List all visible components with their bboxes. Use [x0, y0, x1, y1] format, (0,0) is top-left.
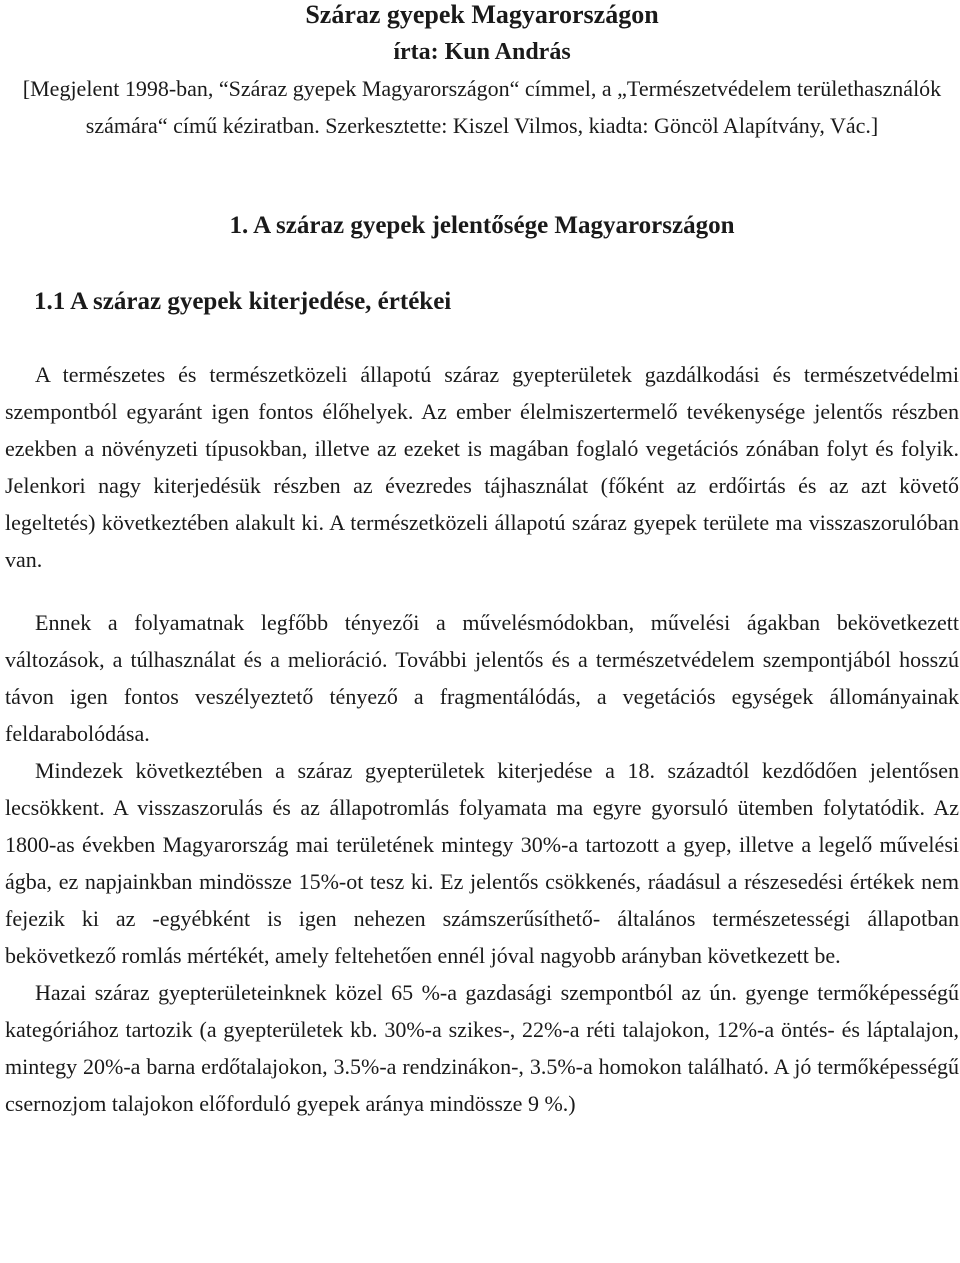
author-line: írta: Kun András	[393, 39, 571, 65]
document-page	[5, 0, 959, 1122]
publication-note: [Megjelent 1998-ban, “Száraz gyepek Magyarországon“ címmel, a „Természetvédelem területhasználók számára“ című kéziratban. Szerkesztette: Kiszel Vilmos, kiadta: Göncöl Alapítvány, Vác.]	[22, 76, 942, 138]
paragraph: Mindezek következtében a száraz gyepterületek kiterjedése a 18. századtól kezdődően jelentősen lecsökkent. A visszaszorulás és az állapotromlás folyamata ma egyre gyorsuló ütemben folytatódik. Az 1800-as években Magyarország mai területének mintegy 30%-a tartozott a gyep, illetve a legelő művelési ágba, ez napjainkban mindössze 15%-ot tesz ki. Ez jelentős csökkenés, ráadásul a részesedési értékek nem fejezik ki az -egyébként is igen nehezen számszerűsíthető- általános természetességi állapotban bekövetkező romlás mértékét, amely feltehetően ennél jóval nagyobb arányban következett be.	[5, 758, 959, 968]
document-title: Száraz gyepek Magyarországon	[305, 0, 659, 29]
paragraph: Hazai száraz gyepterületeinknek közel 65 %-a gazdasági szempontból az ún. gyenge termőképességű kategóriához tartozik (a gyepterületek kb. 30%-a szikes-, 22%-a réti talajokon, 12%-a öntés- és láptalajon, mintegy 20%-a barna erdőtalajokon, 3.5%-a rendzinákon-, 3.5%-a homokon található. A jó termőképességű csernozjom talajokon előforduló gyepek aránya mindössze 9 %.)	[5, 980, 959, 1116]
section-heading: 1. A száraz gyepek jelentősége Magyarországon	[229, 212, 735, 239]
paragraph: A természetes és természetközeli állapotú száraz gyepterületek gazdálkodási és természetvédelmi szempontból egyaránt igen fontos élőhelyek. Az ember élelmiszertermelő tevékenysége jelentős részben ezekben a növényzeti típusokban, illetve az ezeket is magában foglaló vegetációs zónában folyt és folyik. Jelenkori nagy kiterjedésük részben az évezredes tájhasználat (főként az erdőirtás és az azt követő legeltetés) következtében alakult ki. A természetközeli állapotú száraz gyepek területe ma visszaszorulóban van.	[5, 362, 959, 572]
paragraph: Ennek a folyamatnak legfőbb tényezői a művelésmódokban, művelési ágakban bekövetkezett változások, a túlhasználat és a melioráció. További jelentős és a természetvédelem szempontjából hosszú távon igen fontos veszélyeztető tényező a fragmentálódás, a vegetációs egységek állományainak feldarabolódása.	[5, 610, 959, 746]
subsection-heading: 1.1 A száraz gyepek kiterjedése, értékei	[34, 288, 452, 315]
